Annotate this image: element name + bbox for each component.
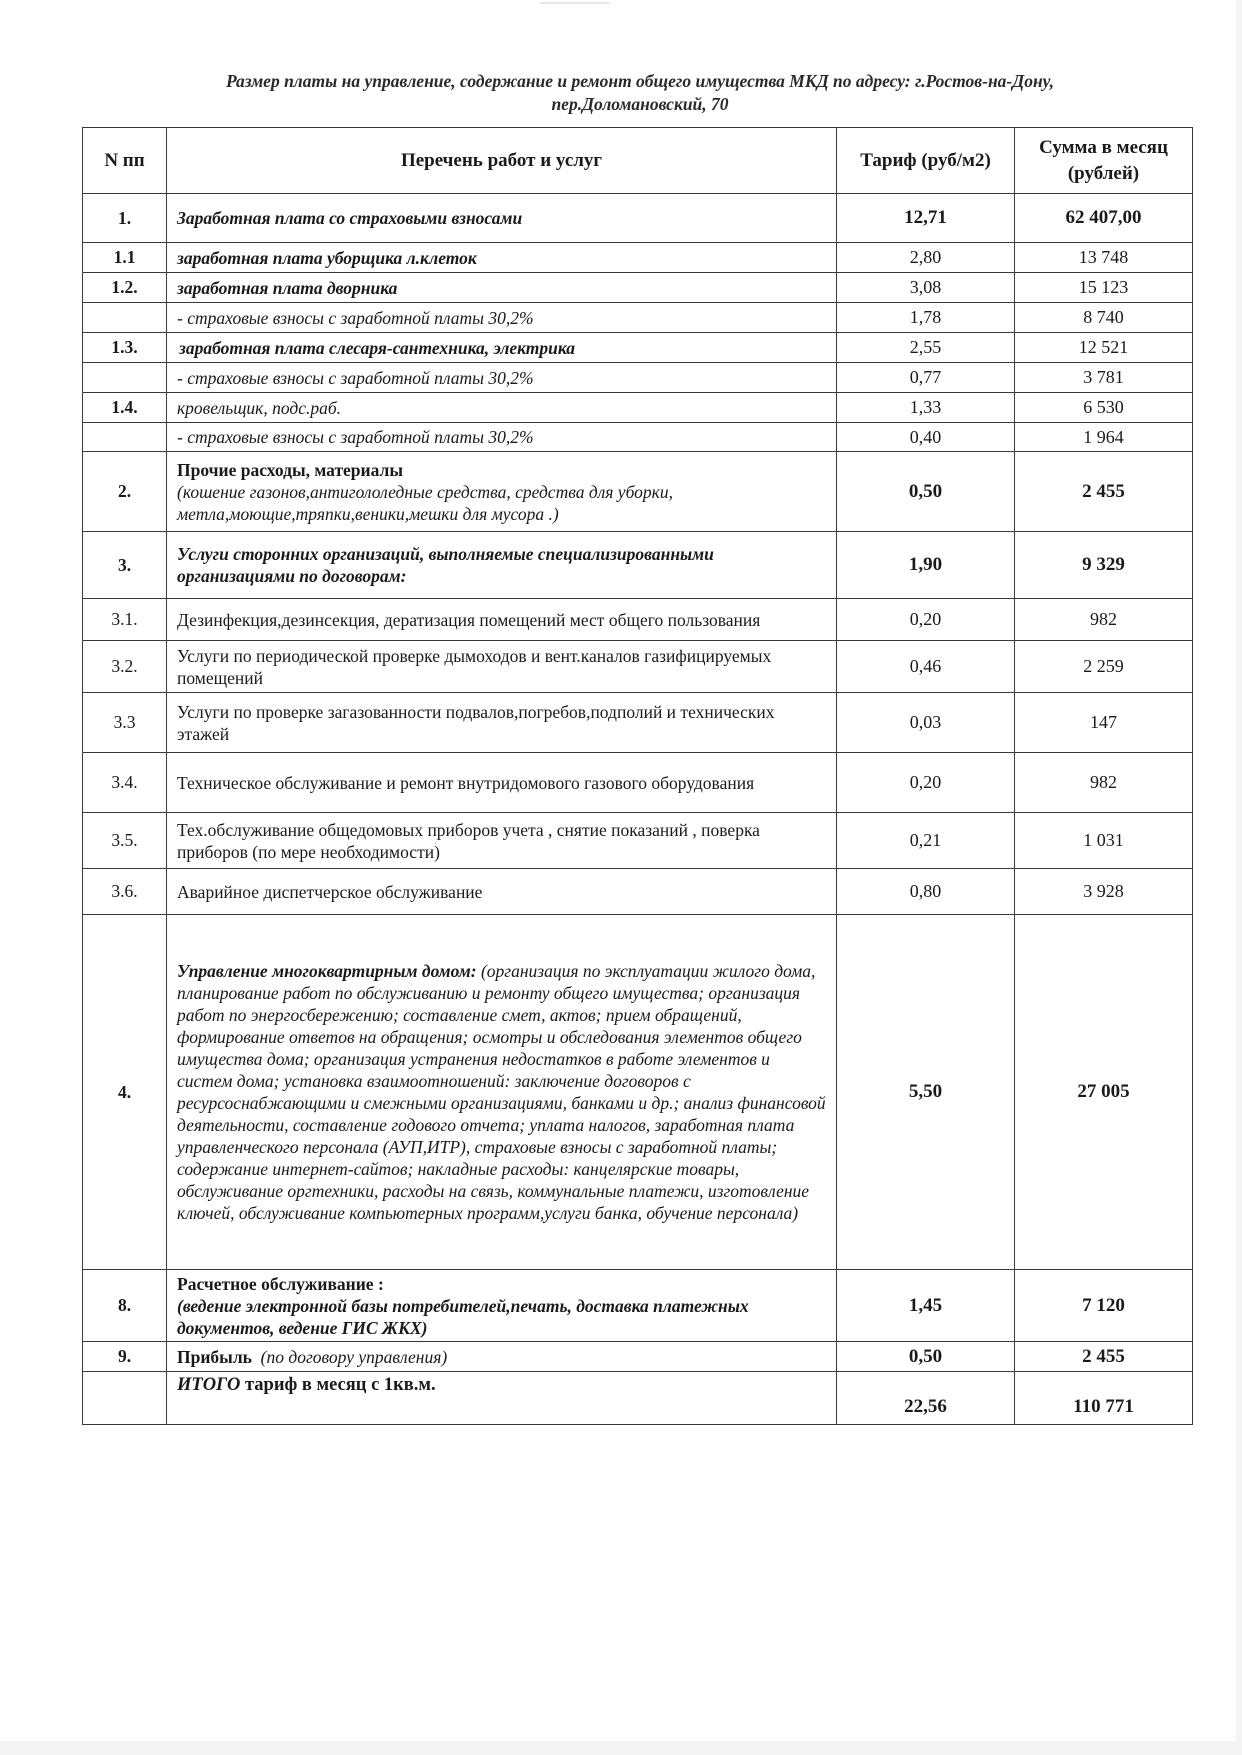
table-row — [83, 243, 1193, 273]
row-description-title: Расчетное обслуживание : — [177, 1273, 384, 1294]
row-sum: 1 964 — [1015, 423, 1193, 452]
row-num: 3. — [83, 532, 167, 599]
row-tariff: 1,45 — [837, 1270, 1015, 1342]
row-description: заработная плата дворника — [167, 273, 837, 303]
header-description: Перечень работ и услуг — [167, 128, 837, 194]
table-row — [83, 532, 1193, 599]
row-tariff: 12,71 — [837, 194, 1015, 243]
row-description: - страховые взносы с заработной платы 30,2% — [167, 303, 837, 333]
table-row — [83, 363, 1193, 393]
row-num: 1.4. — [83, 393, 167, 423]
table-row — [83, 423, 1193, 452]
row-tariff: 1,78 — [837, 303, 1015, 333]
row-tariff: 0,50 — [837, 1342, 1015, 1372]
row-description: - страховые взносы с заработной платы 30,2% — [167, 423, 837, 452]
row-description: Услуги по периодической проверке дымоходов и вент.каналов газифицируемых помещений — [167, 641, 837, 693]
header-tariff: Тариф (руб/м2) — [837, 128, 1015, 194]
row-tariff: 0,50 — [837, 452, 1015, 532]
row-num: 3.6. — [83, 869, 167, 915]
row-sum: 13 748 — [1015, 243, 1193, 273]
row-num: 1.2. — [83, 273, 167, 303]
title-line-2: пер.Доломановский, 70 — [551, 94, 729, 114]
table-row — [83, 693, 1193, 753]
row-sum: 2 259 — [1015, 641, 1193, 693]
total-tariff: 22,56 — [837, 1372, 1015, 1425]
row-description: Аварийное диспетчерское обслуживание — [167, 869, 837, 915]
row-description: кровельщик, подс.раб. — [167, 393, 837, 423]
row-description-detail: (по договору управления) — [251, 1346, 448, 1367]
row-num: 1.3. — [83, 333, 167, 363]
row-description — [167, 915, 837, 1270]
row-sum: 27 005 — [1015, 915, 1193, 1270]
row-num: 3.3 — [83, 693, 167, 753]
row-sum: 2 455 — [1015, 452, 1193, 532]
table-row — [83, 599, 1193, 641]
header-sum-line-1: Сумма в месяц — [1039, 136, 1168, 158]
row-num: 4. — [83, 915, 167, 1270]
row-num — [83, 423, 167, 452]
table-row — [83, 452, 1193, 532]
row-description: Техническое обслуживание и ремонт внутридомового газового оборудования — [167, 753, 837, 813]
row-sum: 982 — [1015, 599, 1193, 641]
table-row — [83, 753, 1193, 813]
header-num: N пп — [83, 128, 167, 194]
row-sum: 3 781 — [1015, 363, 1193, 393]
row-tariff: 1,33 — [837, 393, 1015, 423]
row-num: 3.1. — [83, 599, 167, 641]
total-label — [167, 1372, 837, 1425]
row-sum: 147 — [1015, 693, 1193, 753]
title-line-1: Размер платы на управление, содержание и ремонт общего имущества МКД по адресу: г.Ростов-на-Дону, — [226, 71, 1054, 91]
row-num: 9. — [83, 1342, 167, 1372]
row-num: 3.4. — [83, 753, 167, 813]
row-description-detail: (ведение электронной базы потребителей,печать, доставка платежных документов, ведение ГИС ЖКХ) — [177, 1295, 749, 1338]
row-sum: 3 928 — [1015, 869, 1193, 915]
row-description — [167, 1342, 837, 1372]
row-tariff: 3,08 — [837, 273, 1015, 303]
row-description-detail: (кошение газонов,антигололедные средства, средства для уборки, метла,моющие,тряпки,веники,мешки для мусора .) — [177, 481, 673, 524]
row-tariff: 0,46 — [837, 641, 1015, 693]
row-sum: 9 329 — [1015, 532, 1193, 599]
row-description-title: Управление многоквартирным домом: — [177, 961, 477, 981]
row-num: 1. — [83, 194, 167, 243]
row-tariff: 2,80 — [837, 243, 1015, 273]
row-tariff: 0,40 — [837, 423, 1015, 452]
row-description: Тех.обслуживание общедомовых приборов учета , снятие показаний , поверка приборов (по мере необходимости) — [167, 813, 837, 869]
total-sum: 110 771 — [1015, 1372, 1193, 1425]
table-row — [83, 813, 1193, 869]
row-sum: 1 031 — [1015, 813, 1193, 869]
table-row — [83, 915, 1193, 1270]
row-num: 1.1 — [83, 243, 167, 273]
row-sum: 6 530 — [1015, 393, 1193, 423]
row-num — [83, 363, 167, 393]
row-description: заработная плата уборщика л.клеток — [167, 243, 837, 273]
row-tariff: 5,50 — [837, 915, 1015, 1270]
table-row — [83, 869, 1193, 915]
row-sum: 7 120 — [1015, 1270, 1193, 1342]
page-edge — [1236, 0, 1242, 1755]
row-tariff: 0,20 — [837, 599, 1015, 641]
table-row — [83, 303, 1193, 333]
row-tariff: 0,20 — [837, 753, 1015, 813]
row-num: 3.5. — [83, 813, 167, 869]
page-bottom-edge — [0, 1741, 1242, 1755]
row-description — [167, 1270, 837, 1342]
row-description-title: Прочие расходы, материалы — [177, 459, 404, 480]
header-sum — [1015, 128, 1193, 194]
table-header-row — [83, 128, 1193, 194]
row-tariff: 1,90 — [837, 532, 1015, 599]
row-description: Дезинфекция,дезинсекция, дератизация помещений мест общего пользования — [167, 599, 837, 641]
row-num — [83, 303, 167, 333]
table-row — [83, 641, 1193, 693]
row-tariff: 0,77 — [837, 363, 1015, 393]
row-description: Услуги сторонних организаций, выполняемые специализированными организациями по договорам: — [167, 532, 837, 599]
row-tariff: 0,80 — [837, 869, 1015, 915]
row-tariff: 0,03 — [837, 693, 1015, 753]
row-description-detail: (организация по эксплуатации жилого дома, планирование работ по обслуживанию и ремонту общего имущества; организация работ по энергосбережению; составление смет, актов; прием обращений, формирование ответов на обращения; осмотры и обследования элементов общего имущества дома; организация устранения недостатков в работе элементов и систем дома; установка взаимоотношений: заключение договоров с ресурсоснабжающими и смежными организациями, банками и др.; анализ финансовой деятельности, составление годового отчета; уплата налогов, заработная плата управленческого персонала (АУП,ИТР), страховые взносы с заработной платы; содержание интернет-сайтов; накладные расходы: канцелярские товары, обслуживание оргтехники, расходы на связь, коммунальные платежи, изготовление ключей, обслуживание компьютерных программ,услуги банка, обучение персонала) — [177, 961, 826, 1223]
total-row — [83, 1372, 1193, 1425]
row-num: 2. — [83, 452, 167, 532]
tariff-table — [82, 127, 1193, 1425]
row-sum: 62 407,00 — [1015, 194, 1193, 243]
row-sum: 982 — [1015, 753, 1193, 813]
row-sum: 15 123 — [1015, 273, 1193, 303]
table-row — [83, 194, 1193, 243]
total-label-rest: тариф в месяц с 1кв.м. — [240, 1375, 436, 1395]
scan-artifact — [540, 2, 610, 4]
header-sum-line-2: (рублей) — [1067, 162, 1140, 184]
document-title — [90, 70, 1190, 116]
row-num: 3.2. — [83, 641, 167, 693]
row-description: Заработная плата со страховыми взносами — [167, 194, 837, 243]
row-sum: 2 455 — [1015, 1342, 1193, 1372]
row-tariff: 0,21 — [837, 813, 1015, 869]
row-tariff: 2,55 — [837, 333, 1015, 363]
row-description: Услуги по проверке загазованности подвалов,погребов,подполий и технических этажей — [167, 693, 837, 753]
total-num — [83, 1372, 167, 1425]
table-row — [83, 273, 1193, 303]
row-num: 8. — [83, 1270, 167, 1342]
table-row — [83, 1270, 1193, 1342]
row-sum: 8 740 — [1015, 303, 1193, 333]
table-row — [83, 393, 1193, 423]
row-description-title: Прибыль — [177, 1346, 252, 1367]
row-description: заработная плата слесаря-сантехника, электрика — [167, 333, 837, 363]
row-description — [167, 452, 837, 532]
row-description: - страховые взносы с заработной платы 30,2% — [167, 363, 837, 393]
total-label-italic: ИТОГО — [177, 1375, 241, 1395]
table-row — [83, 1342, 1193, 1372]
table-row — [83, 333, 1193, 363]
row-sum: 12 521 — [1015, 333, 1193, 363]
